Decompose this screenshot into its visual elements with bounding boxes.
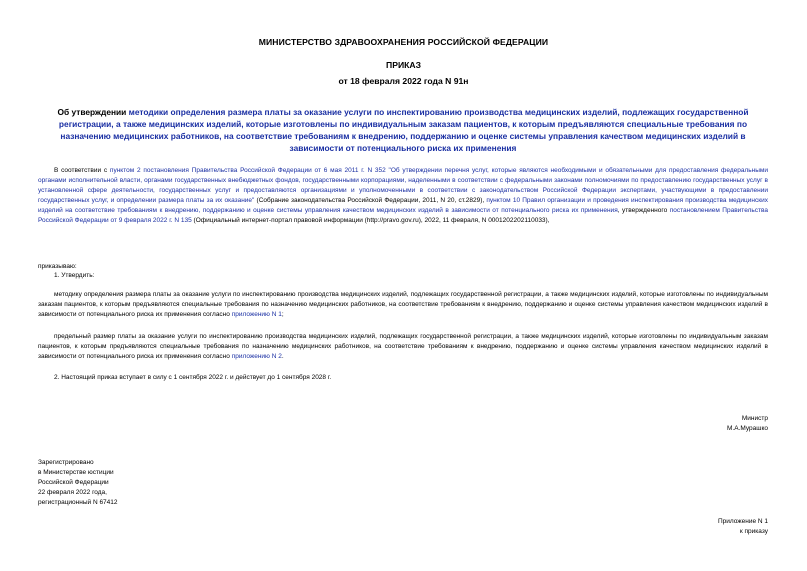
title-methodology-link[interactable]: методики определения размера платы за оказание услуги по инспектированию производства медицинских изделий, подлежащих государственной регистрации, а также медицинских изделий, которые изготовлены по индивидуальным заказам пациентов, к которым предъявляются специальные требования по назначению медицинских работников, на соответствие требованиям к внедрению, поддержанию и оценке системы управления качеством медицинских изделий в зависимости от потенциального риска их применения <box>58 107 749 153</box>
signature-role: Министр <box>741 415 768 422</box>
registration-line-3: Российской Федерации <box>38 479 109 486</box>
registration-block <box>38 458 118 508</box>
order-word: приказываю: <box>38 263 77 270</box>
registration-line-2: в Министерстве юстиции <box>38 469 114 476</box>
order-item-2: 2. Настоящий приказ вступает в силу с 1 сентября 2022 г. и действует до 1 сентября 2028 г. <box>54 374 332 381</box>
registration-line-4: 22 февраля 2022 года, <box>38 489 107 496</box>
appendix-line-2: к приказу <box>739 528 768 535</box>
document-title <box>44 106 762 154</box>
appendix-1-link[interactable]: приложению N 1 <box>231 311 282 318</box>
appendix-2-link[interactable]: приложению N 2 <box>231 353 282 360</box>
intro-text-3: , утвержденного <box>617 207 670 214</box>
order-item-1: 1. Утвердить: <box>54 272 95 279</box>
methodology-end: ; <box>281 311 284 318</box>
methodology-text: методику определения размера платы за оказание услуги по инспектированию производства медицинских изделий, подлежащих государственной регистрации, а также медицинских изделий, которые изготовлены по индивидуальным заказам пациентов, к которым предъявляются специальные требования по назначению медицинских работников, на соответствие требованиям к внедрению, поддержанию и оценке системы управления качеством медицинских изделий в зависимости от потенциального риска их применения согласно <box>38 291 768 318</box>
intro-text-4: (Официальный интернет-портал правовой информации (http://pravo.gov.ru), 2022, 11 февраля, N 0001202202110033), <box>191 217 550 224</box>
max-fee-end: . <box>281 353 284 360</box>
rules-point-10-link[interactable]: пунктом 10 Правил организации и проведения инспектирования производства медицинских изделий на соответствие требованиям к внедрению, поддержанию и оценке системы управления качеством медицинских изделий в зависимости от потенциального риска их применения <box>38 197 768 214</box>
date-number-heading: от 18 февраля 2022 года N 91н <box>338 76 469 86</box>
intro-text-1: В соответствии с <box>54 167 110 174</box>
decree-135-link[interactable]: постановлением Правительства Российской Федерации от 9 февраля 2022 г. N 135 <box>38 207 768 224</box>
registration-line-1: Зарегистрировано <box>38 459 94 466</box>
intro-paragraph <box>38 166 768 226</box>
registration-line-5: регистрационный N 67412 <box>38 499 118 506</box>
signature-name: М.А.Мурашко <box>726 425 768 432</box>
doc-type-heading: ПРИКАЗ <box>386 60 421 70</box>
intro-text-2: (Собрание законодательства Российской Федерации, 2011, N 20, ст.2829), <box>254 197 487 204</box>
ministry-heading: МИНИСТЕРСТВО ЗДРАВООХРАНЕНИЯ РОССИЙСКОЙ ФЕДЕРАЦИИ <box>258 37 549 47</box>
appendix-line-1: Приложение N 1 <box>717 518 768 525</box>
title-prefix: Об утверждении <box>57 107 129 117</box>
signature-block <box>727 414 768 434</box>
appendix-header <box>718 517 768 537</box>
max-fee-paragraph <box>38 332 768 362</box>
methodology-paragraph <box>38 290 768 320</box>
decree-352-link[interactable]: пунктом 2 постановления Правительства Российской Федерации от 6 мая 2011 г. N 352 "Об утверждении перечня услуг, которые являются необходимыми и обязательными для предоставления федеральными органами исполнительной власти, органами государственных внебюджетных фондов, государственными корпорациями, наделенными в соответствии с федеральными законами полномочиями по предоставлению государственных услуг в установленной сфере деятельности, государственных услуг и предоставляются организациями и уполномоченными в соответствии с законодательством Российской Федерации экспертами, участвующими в предоставлении государственных услуг, и определении размера платы за их оказание" <box>38 167 769 204</box>
max-fee-text: предельный размер платы за оказание услуги по инспектированию производства медицинских изделий, подлежащих государственной регистрации, а также медицинских изделий, которые изготовлены по индивидуальным заказам пациентов, к которым предъявляются специальные требования по назначению медицинских работников, на соответствие требованиям к внедрению, поддержанию и оценке системы управления качеством медицинских изделий в зависимости от потенциального риска их применения согласно <box>38 333 768 360</box>
